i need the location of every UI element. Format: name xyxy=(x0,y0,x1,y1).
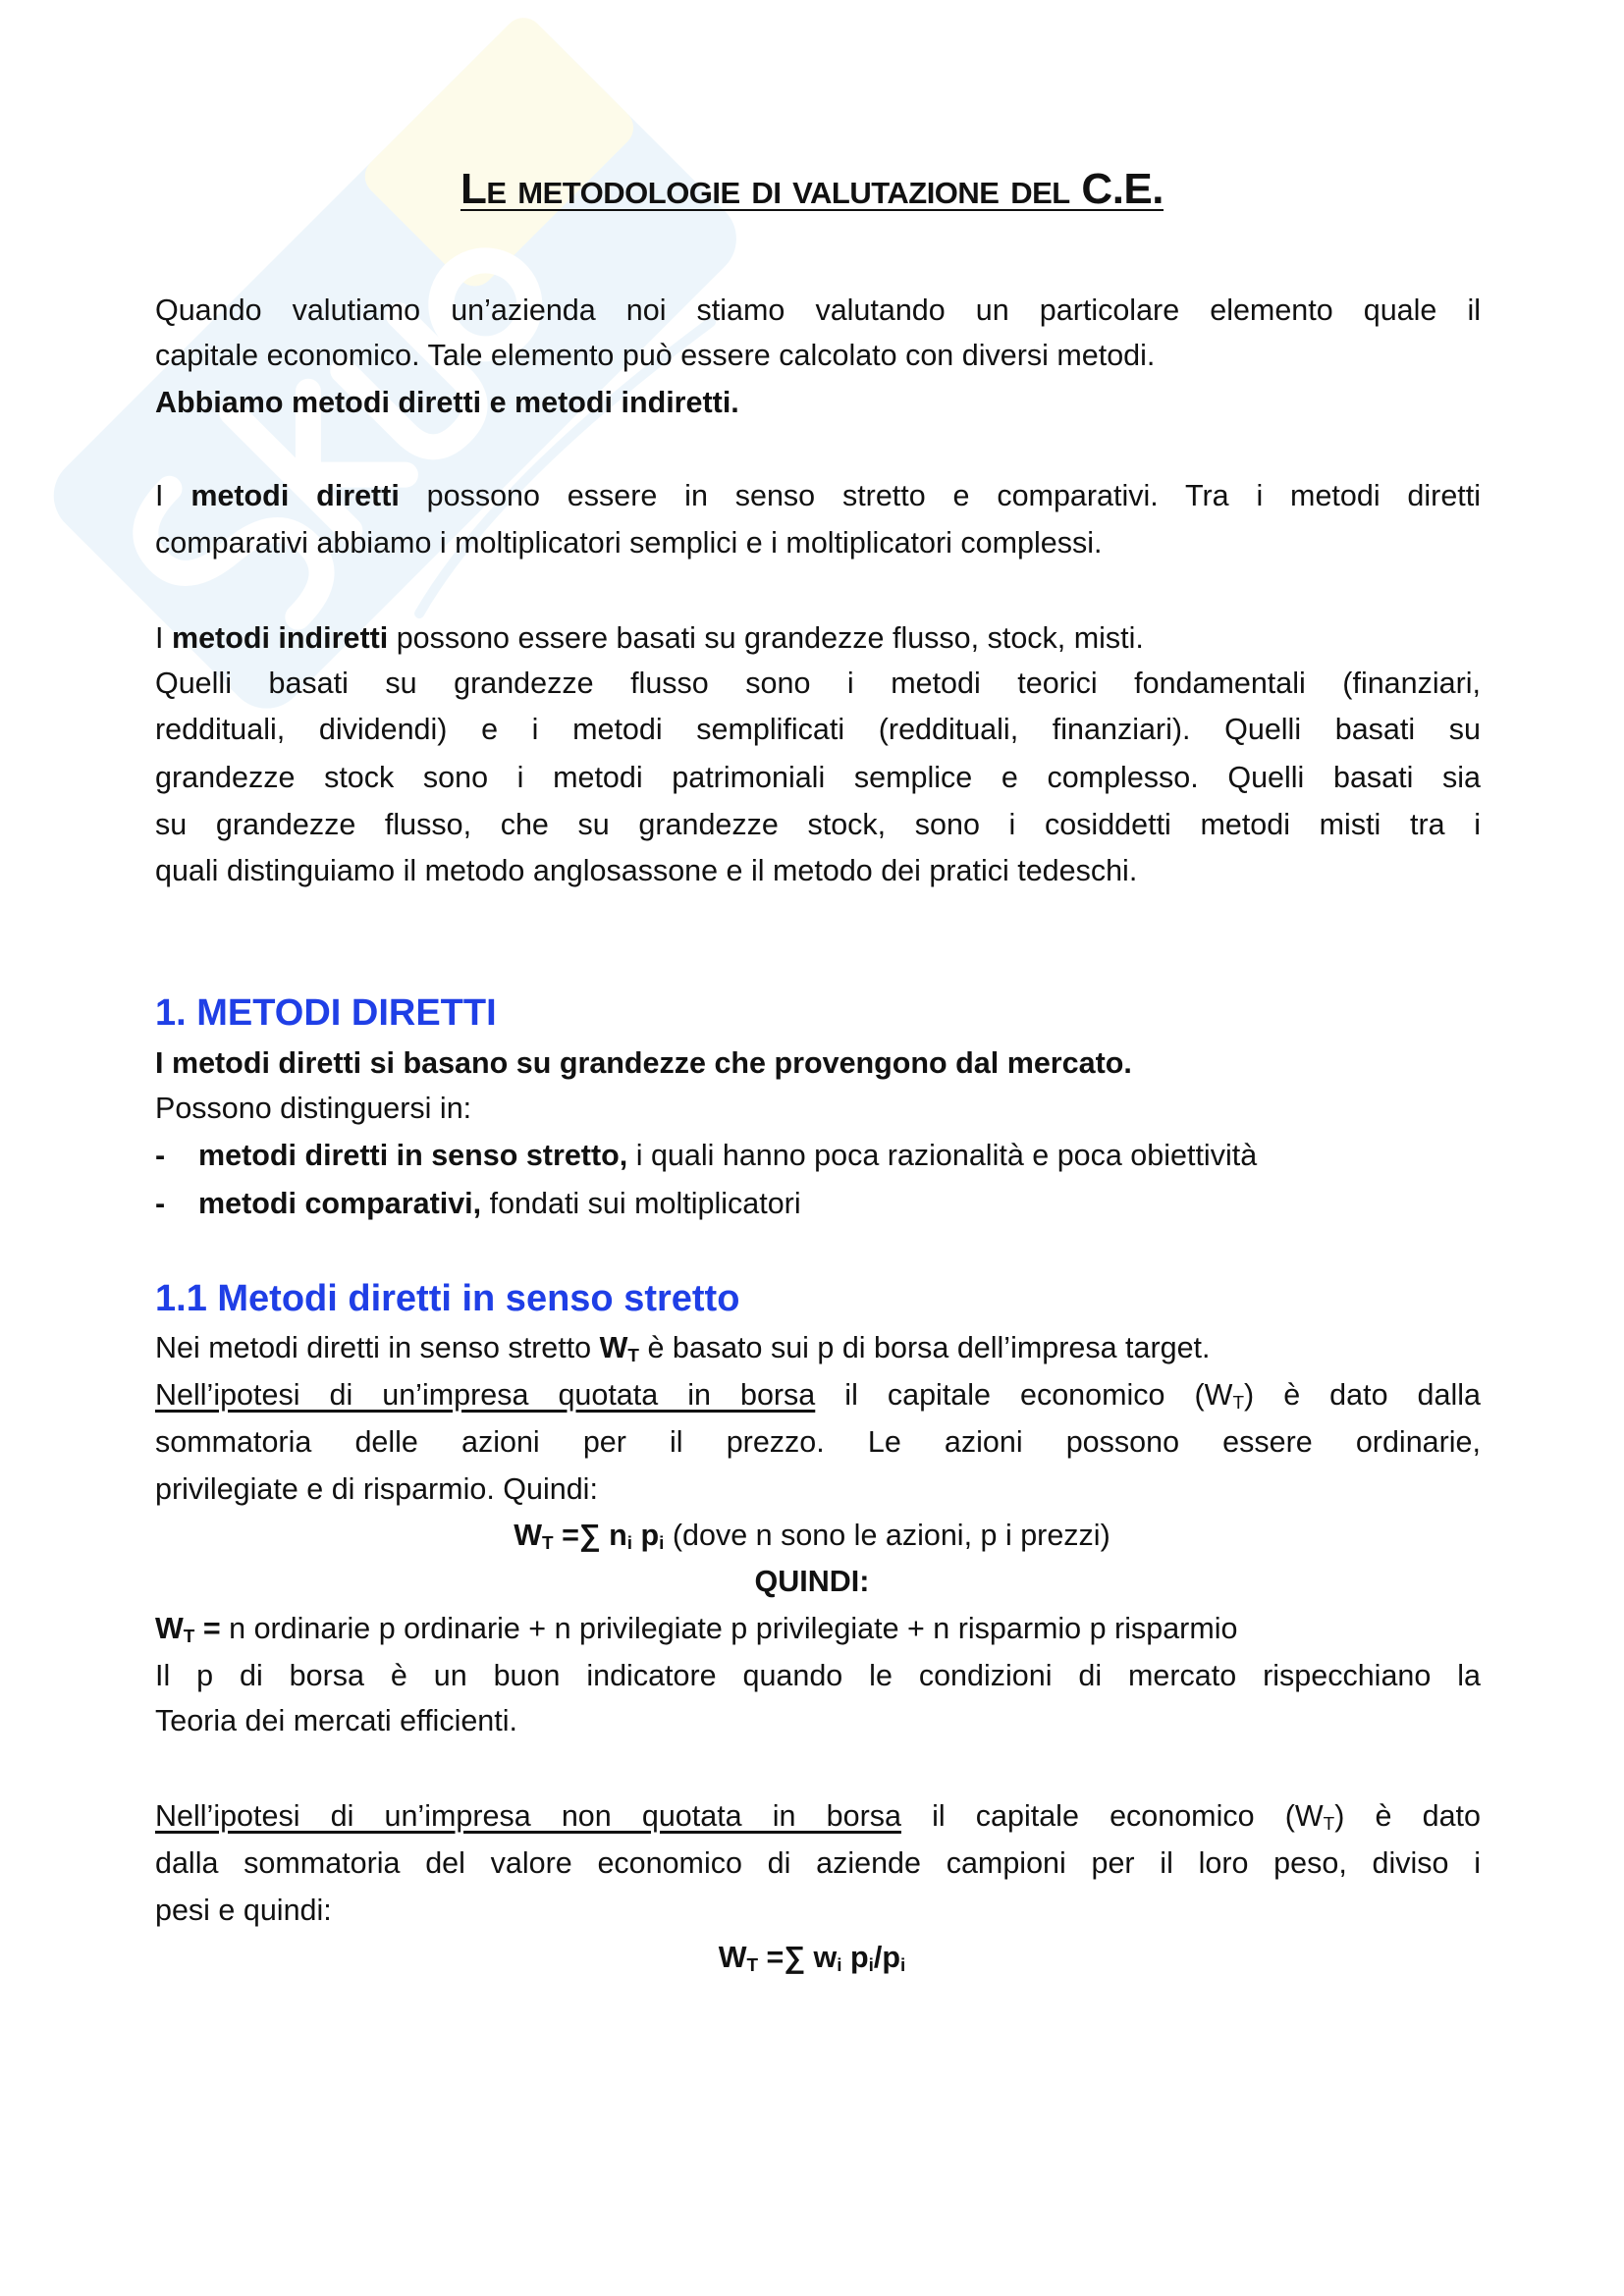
text-segment: i quali hanno poca razionalità e poca obiettività xyxy=(627,1139,1258,1172)
text-segment: il capitale economico (W xyxy=(815,1378,1233,1412)
subscript: T xyxy=(1232,1392,1245,1414)
text-line xyxy=(155,1792,1481,1840)
text-line xyxy=(0,1512,1624,1559)
text-line xyxy=(155,801,1481,848)
text-line xyxy=(155,1418,1481,1466)
text-segment: è basato sui p di borsa dell’impresa target. xyxy=(638,1331,1211,1364)
text-segment: n ordinarie p ordinarie + n privilegiate p privilegiate + n risparmio p risparmio xyxy=(220,1612,1238,1645)
text-segment: Quelli basati su grandezze flusso sono i metodi teorici fondamentali (finanziari, xyxy=(155,667,1481,700)
bold-text: W xyxy=(599,1331,628,1364)
text-line xyxy=(155,1605,1237,1652)
bold-text: W xyxy=(514,1519,543,1552)
bold-text: p xyxy=(841,1941,869,1974)
bold-text: W xyxy=(155,1612,184,1645)
text-segment: Il p di borsa è un buon indicatore quando le condizioni di mercato rispecchiano la xyxy=(155,1659,1481,1692)
bullet-dash-icon: - xyxy=(155,1139,166,1172)
text-segment: privilegiate e di risparmio. Quindi: xyxy=(155,1472,598,1506)
text-segment: I xyxy=(155,479,191,512)
subscript: i xyxy=(837,1954,842,1976)
bullet-item xyxy=(155,1180,801,1227)
underlined-text: Nell’ipotesi di un’impresa non quotata in borsa xyxy=(155,1799,901,1833)
text-segment: possono essere basati su grandezze flusso, stock, misti. xyxy=(388,621,1144,655)
text-segment: ) è dato dalla xyxy=(1244,1378,1481,1412)
document-title: Le metodologie di valutazione del C.E. xyxy=(460,165,1164,213)
subscript: T xyxy=(1323,1813,1335,1835)
bold-text: W xyxy=(718,1941,747,1974)
section-heading-metodi-diretti: 1. METODI DIRETTI xyxy=(155,992,497,1034)
bold-text: = xyxy=(194,1612,221,1645)
subscript: i xyxy=(900,1954,906,1976)
bold-text: metodi diretti xyxy=(190,479,400,512)
subscript: T xyxy=(542,1532,554,1554)
text-segment: il capitale economico (W xyxy=(900,1799,1324,1833)
text-segment: capitale economico. Tale elemento può essere calcolato con diversi metodi. xyxy=(155,339,1156,372)
text-line xyxy=(155,754,1481,801)
text-segment: quali distinguiamo il metodo anglosassone e il metodo dei pratici tedeschi. xyxy=(155,854,1138,887)
subscript: i xyxy=(868,1954,874,1976)
text-segment: su grandezze flusso, che su grandezze stock, sono i cosiddetti metodi misti tra i xyxy=(155,808,1481,841)
subscript: T xyxy=(627,1345,639,1366)
text-line xyxy=(155,1840,1481,1887)
text-line xyxy=(155,847,1137,894)
bold-text: =∑ n xyxy=(553,1519,627,1552)
text-segment: (dove n sono le azioni, p i prezzi) xyxy=(664,1519,1110,1552)
text-segment: grandezze stock sono i metodi patrimoniali semplice e complesso. Quelli basati sia xyxy=(155,761,1481,794)
text-segment: reddituali, dividendi) e i metodi semplificati (reddituali, finanziari). Quelli basati su xyxy=(155,713,1481,746)
text-line xyxy=(0,1934,1624,1981)
text-segment: Possono distinguersi in: xyxy=(155,1092,472,1125)
subscript: i xyxy=(626,1532,633,1554)
subsection-heading-senso-stretto: 1.1 Metodi diretti in senso stretto xyxy=(155,1278,740,1319)
text-line xyxy=(0,1558,1624,1605)
text-segment: comparativi abbiamo i moltiplicatori semplici e i moltiplicatori complessi. xyxy=(155,526,1103,560)
subscript: i xyxy=(659,1532,665,1554)
text-line xyxy=(155,614,1144,662)
bullet-dash-icon: - xyxy=(155,1187,166,1220)
text-line xyxy=(155,706,1481,753)
text-segment: dalla sommatoria del valore economico di aziende campioni per il loro peso, diviso i xyxy=(155,1846,1481,1880)
text-segment: possono essere in senso stretto e comparativi. Tra i metodi diretti xyxy=(399,479,1482,512)
text-line xyxy=(155,1085,471,1132)
bullet-item xyxy=(155,1132,1257,1179)
text-line xyxy=(155,1697,517,1744)
text-line xyxy=(155,1652,1481,1699)
text-line xyxy=(155,519,1102,566)
text-line xyxy=(155,1040,1132,1087)
text-line xyxy=(155,660,1481,707)
text-segment: Teoria dei mercati efficienti. xyxy=(155,1704,517,1737)
bold-text: I metodi diretti si basano su grandezze che provengono dal mercato. xyxy=(155,1046,1132,1080)
bold-text: metodi indiretti xyxy=(171,621,389,655)
text-segment: fondati sui moltiplicatori xyxy=(481,1187,801,1220)
subscript: T xyxy=(183,1626,195,1647)
text-segment: Nei metodi diretti in senso stretto xyxy=(155,1331,600,1364)
bold-text: QUINDI: xyxy=(754,1565,870,1598)
text-line xyxy=(155,472,1481,519)
text-line xyxy=(155,1887,332,1934)
bold-text: =∑ w xyxy=(758,1941,838,1974)
underlined-text: Nell’ipotesi di un’impresa quotata in borsa xyxy=(155,1378,816,1412)
text-segment: sommatoria delle azioni per il prezzo. Le azioni possono essere ordinarie, xyxy=(155,1425,1481,1459)
text-line xyxy=(155,332,1155,379)
bold-text: metodi comparativi, xyxy=(198,1187,482,1220)
text-line xyxy=(155,1324,1211,1371)
text-segment: Quando valutiamo un’azienda noi stiamo valutando un particolare elemento quale il xyxy=(155,294,1481,327)
bold-text: /p xyxy=(873,1941,901,1974)
subscript: T xyxy=(746,1954,759,1976)
text-line xyxy=(155,379,739,426)
text-segment: ) è dato xyxy=(1334,1799,1481,1833)
text-line xyxy=(155,1466,598,1513)
text-segment: pesi e quindi: xyxy=(155,1894,332,1927)
bold-text: Abbiamo metodi diretti e metodi indiretti. xyxy=(155,386,739,419)
text-line xyxy=(155,287,1481,334)
text-segment: I xyxy=(155,621,172,655)
bold-text: metodi diretti in senso stretto, xyxy=(198,1139,628,1172)
bold-text: p xyxy=(632,1519,660,1552)
text-line xyxy=(155,1371,1481,1418)
